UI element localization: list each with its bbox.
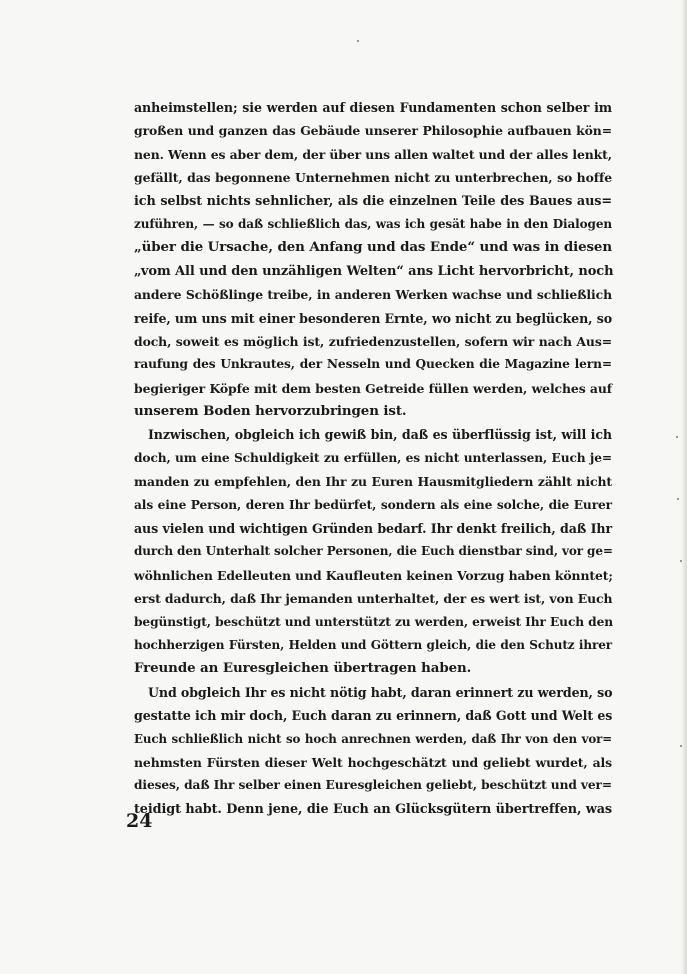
- text-line: wöhnlichen Edelleuten und Kaufleuten keinen Vorzug haben könntet;: [134, 567, 613, 583]
- text-line: erst dadurch, daß Ihr jemanden unterhaltet, der es wert ist, von Euch: [134, 591, 613, 607]
- text-line: aus vielen und wichtigen Gründen bedarf. Ihr denkt freilich, daß Ihr: [134, 521, 612, 537]
- text-line: raufung des Unkrautes, der Nesseln und Quecken die Magazine lern=: [134, 357, 612, 372]
- text-line: andere Schößlinge treibe, in anderen Werken wachse und schließlich: [134, 287, 612, 303]
- text-line: dieses, daß Ihr selber einen Euresgleichen geliebt, beschützt und ver=: [134, 778, 612, 793]
- text-line: Euch schließlich nicht so hoch anrechnen werden, daß Ihr von den vor=: [134, 731, 612, 746]
- text-line: reife, um uns mit einer besonderen Ernte, wo nicht zu beglücken, so: [134, 310, 613, 326]
- text-line: „vom All und den unzähligen Welten“ ans Licht hervorbricht, noch: [134, 263, 614, 279]
- text-line: nen. Wenn es aber dem, der über uns allen waltet und der alles lenkt,: [134, 146, 612, 162]
- text-line: begieriger Köpfe mit dem besten Getreide füllen werden, welches auf: [134, 380, 612, 396]
- text-line: zuführen, — so daß schließlich das, was ich gesät habe in den Dialogen: [134, 216, 612, 231]
- page-number: 24: [126, 810, 153, 832]
- scan-speck: [676, 436, 678, 438]
- scan-speck: [680, 745, 682, 747]
- text-line: doch, um eine Schuldigkeit zu erfüllen, es nicht unterlassen, Euch je=: [134, 450, 612, 465]
- text-line: begünstigt, beschützt und unterstützt zu werden, erweist Ihr Euch den: [134, 614, 614, 629]
- paragraph: [134, 423, 612, 680]
- page-edge-shadow: [681, 0, 687, 974]
- text-line: ich selbst nichts sehnlicher, als die einzelnen Teile des Baues aus=: [134, 193, 612, 209]
- text-line: gefällt, das begonnene Unternehmen nicht zu unterbrechen, so hoffe: [134, 170, 612, 186]
- text-line: gestatte ich mir doch, Euch daran zu erinnern, daß Gott und Welt es: [134, 708, 613, 724]
- text-line: manden zu empfehlen, den Ihr zu Euren Hausmitgliedern zählt nicht: [134, 474, 612, 490]
- scan-speck: [357, 40, 359, 42]
- text-line: unserem Boden hervorzubringen ist.: [134, 403, 407, 420]
- text-line: Inzwischen, obgleich ich gewiß bin, daß es überflüssig ist, will ich: [148, 427, 612, 443]
- paragraph: [134, 681, 612, 821]
- text-line: nehmsten Fürsten dieser Welt hochgeschätzt und geliebt wurdet, als: [134, 754, 612, 770]
- text-line: großen und ganzen das Gebäude unserer Philosophie aufbauen kön=: [134, 123, 612, 139]
- text-line: Freunde an Euresgleichen übertragen haben.: [134, 660, 472, 677]
- text-line: als eine Person, deren Ihr bedürfet, sondern als eine solche, die Eurer: [134, 497, 612, 512]
- paragraph: [134, 96, 612, 423]
- text-line: doch, soweit es möglich ist, zufriedenzustellen, sofern wir nach Aus=: [134, 333, 612, 349]
- text-line: hochherzigen Fürsten, Helden und Göttern gleich, die den Schutz ihrer: [134, 637, 612, 652]
- scan-speck: [680, 560, 682, 562]
- text-line: teidigt habt. Denn jene, die Euch an Glücksgütern übertreffen, was: [134, 801, 612, 817]
- text-line: anheimstellen; sie werden auf diesen Fundamenten schon selber im: [134, 100, 612, 115]
- text-line: „über die Ursache, den Anfang und das Ende“ und was in diesen: [134, 239, 612, 256]
- text-line: durch den Unterhalt solcher Personen, die Euch dienstbar sind, vor ge=: [134, 544, 613, 559]
- body-text: [134, 96, 612, 821]
- scan-speck: [677, 498, 679, 500]
- text-line: Und obgleich Ihr es nicht nötig habt, daran erinnert zu werden, so: [148, 684, 613, 700]
